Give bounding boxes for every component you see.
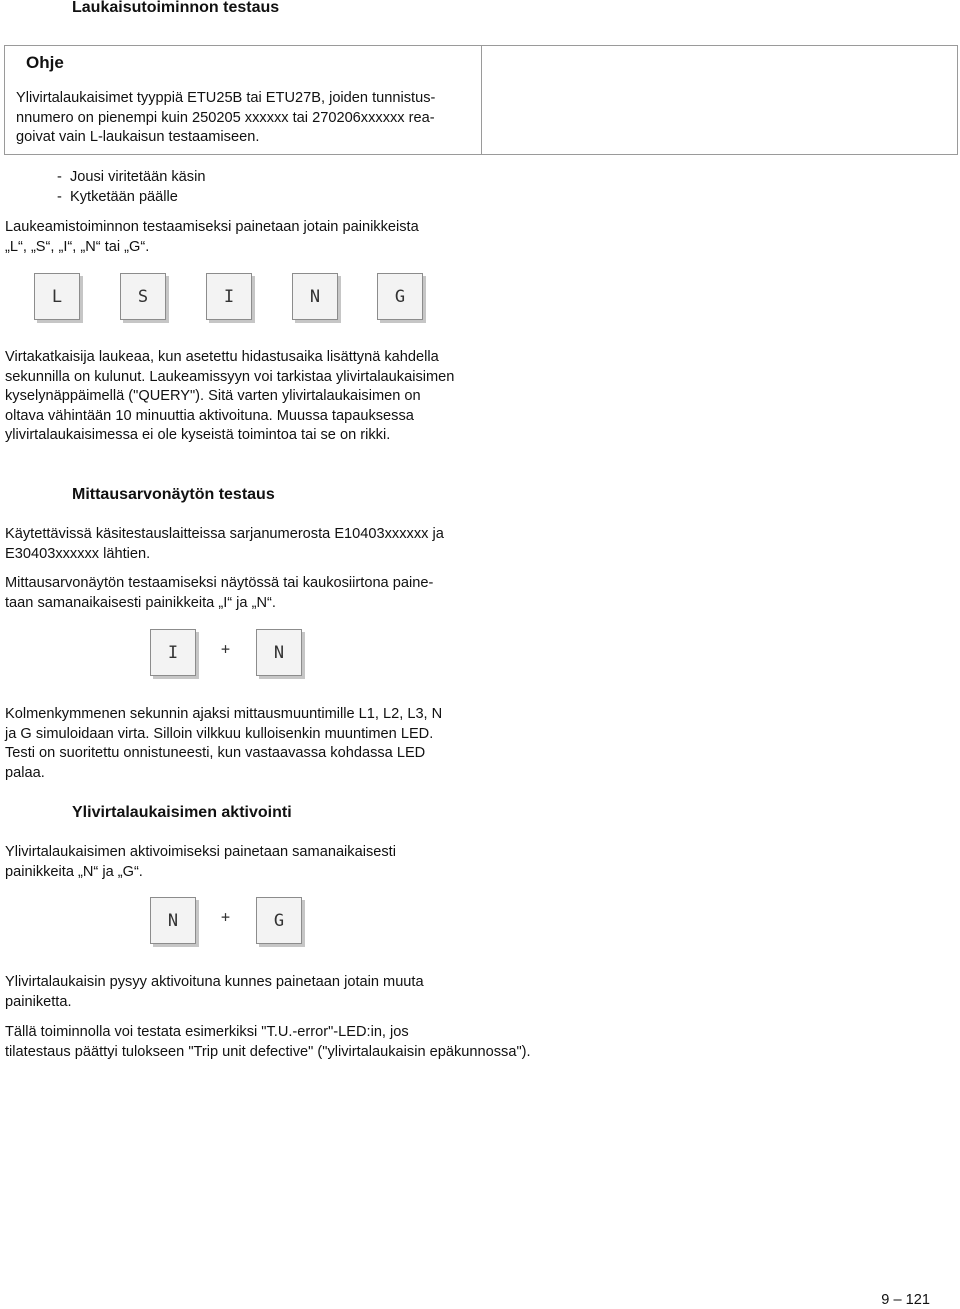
plus-sign: + bbox=[221, 908, 231, 926]
ohje-line: Ylivirtalaukaisimet tyyppiä ETU25B tai ETU27B, joiden tunnistus- bbox=[16, 90, 436, 106]
key-n-button[interactable]: N bbox=[150, 897, 196, 944]
ohje-text bbox=[16, 89, 435, 148]
key-n-button[interactable]: N bbox=[256, 629, 302, 676]
measure-para-1 bbox=[5, 525, 444, 564]
ohje-line: goivat vain L-laukaisun testaamiseen. bbox=[16, 129, 260, 145]
activation-para-1-line: Ylivirtalaukaisimen aktivoimiseksi painetaan samanaikaisesti bbox=[5, 844, 396, 860]
trip-result-line: Virtakatkaisija laukeaa, kun asetettu hidastusaika lisättynä kahdella bbox=[5, 349, 439, 365]
step-item bbox=[57, 188, 205, 208]
key-i-button[interactable]: I bbox=[206, 273, 252, 320]
trip-result-line: oltava vähintään 10 minuuttia aktivoituna. Muussa tapauksessa bbox=[5, 407, 414, 424]
activation-para-3-line: tilatestaus päättyi tulokseen "Trip unit defective" ("ylivirtalaukaisin epäkunnossa"). bbox=[5, 1043, 531, 1060]
activation-para-2-line: Ylivirtalaukaisin pysyy aktivoituna kunnes painetaan jotain muuta bbox=[5, 974, 424, 990]
key-g-button[interactable]: G bbox=[256, 897, 302, 944]
trip-result-line: sekunnilla on kulunut. Laukeamissyyn voi tarkistaa ylivirtalaukaisimen bbox=[5, 368, 455, 385]
key-i-button[interactable]: I bbox=[150, 629, 196, 676]
step-item bbox=[57, 168, 205, 188]
measure-para-2-line: taan samanaikaisesti painikkeita „I“ ja „N“. bbox=[5, 594, 276, 611]
test-intro-line: „L“, „S“, „I“, „N“ tai „G“. bbox=[5, 238, 150, 255]
test-intro-line: Laukeamistoiminnon testaamiseksi painetaan jotain painikkeista bbox=[5, 219, 419, 235]
plus-sign: + bbox=[221, 640, 231, 658]
key-n-button[interactable]: N bbox=[292, 273, 338, 320]
activation-para-1 bbox=[5, 843, 396, 882]
key-s-button[interactable]: S bbox=[120, 273, 166, 320]
step-text: Jousi viritetään käsin bbox=[69, 169, 206, 185]
step-bullet: - bbox=[57, 169, 62, 185]
activation-para-3 bbox=[5, 1023, 531, 1062]
section-heading-measure: Mittausarvonäytön testaus bbox=[72, 486, 275, 503]
step-list bbox=[57, 168, 205, 207]
key-g-button[interactable]: G bbox=[377, 273, 423, 320]
measure-para-1-line: Käytettävissä käsitestauslaitteissa sarjanumerosta E10403xxxxxx ja bbox=[5, 526, 444, 542]
page-number: 9 – 121 bbox=[881, 1292, 930, 1308]
page-title: Laukaisutoiminnon testaus bbox=[72, 0, 280, 16]
step-bullet: - bbox=[57, 188, 62, 205]
ohje-line: nnumero on pienempi kuin 250205 xxxxxx tai 270206xxxxxx rea- bbox=[16, 109, 435, 126]
measure-para-3-line: Kolmenkymmenen sekunnin ajaksi mittausmuuntimille L1, L2, L3, N bbox=[5, 706, 443, 722]
measure-para-3 bbox=[5, 705, 442, 783]
measure-para-2 bbox=[5, 574, 433, 613]
step-text: Kytketään päälle bbox=[69, 188, 178, 205]
trip-result-line: kyselynäppäimellä ("QUERY"). Sitä varten ylivirtalaukaisimen on bbox=[5, 388, 421, 404]
measure-para-3-line: ja G simuloidaan virta. Silloin vilkkuu kulloisenkin muuntimen LED. bbox=[5, 725, 434, 742]
ohje-divider bbox=[481, 45, 482, 155]
measure-para-2-line: Mittausarvonäytön testaamiseksi näytössä tai kaukosiirtona paine- bbox=[5, 575, 434, 591]
activation-para-2-line: painiketta. bbox=[5, 993, 72, 1010]
section-heading-activation: Ylivirtalaukaisimen aktivointi bbox=[72, 804, 292, 821]
activation-para-2 bbox=[5, 973, 424, 1012]
measure-para-1-line: E30403xxxxxx lähtien. bbox=[5, 545, 151, 562]
activation-para-1-line: painikkeita „N“ ja „G“. bbox=[5, 863, 143, 880]
measure-para-3-line: palaa. bbox=[5, 764, 45, 781]
trip-result bbox=[5, 348, 454, 446]
trip-result-line: ylivirtalaukaisimessa ei ole kyseistä toimintoa tai se on rikki. bbox=[5, 427, 391, 443]
test-intro bbox=[5, 218, 419, 257]
key-l-button[interactable]: L bbox=[34, 273, 80, 320]
measure-para-3-line: Testi on suoritettu onnistuneesti, kun vastaavassa kohdassa LED bbox=[5, 745, 426, 761]
ohje-title: Ohje bbox=[26, 53, 64, 72]
activation-para-3-line: Tällä toiminnolla voi testata esimerkiksi "T.U.-error"-LED:in, jos bbox=[5, 1024, 409, 1040]
